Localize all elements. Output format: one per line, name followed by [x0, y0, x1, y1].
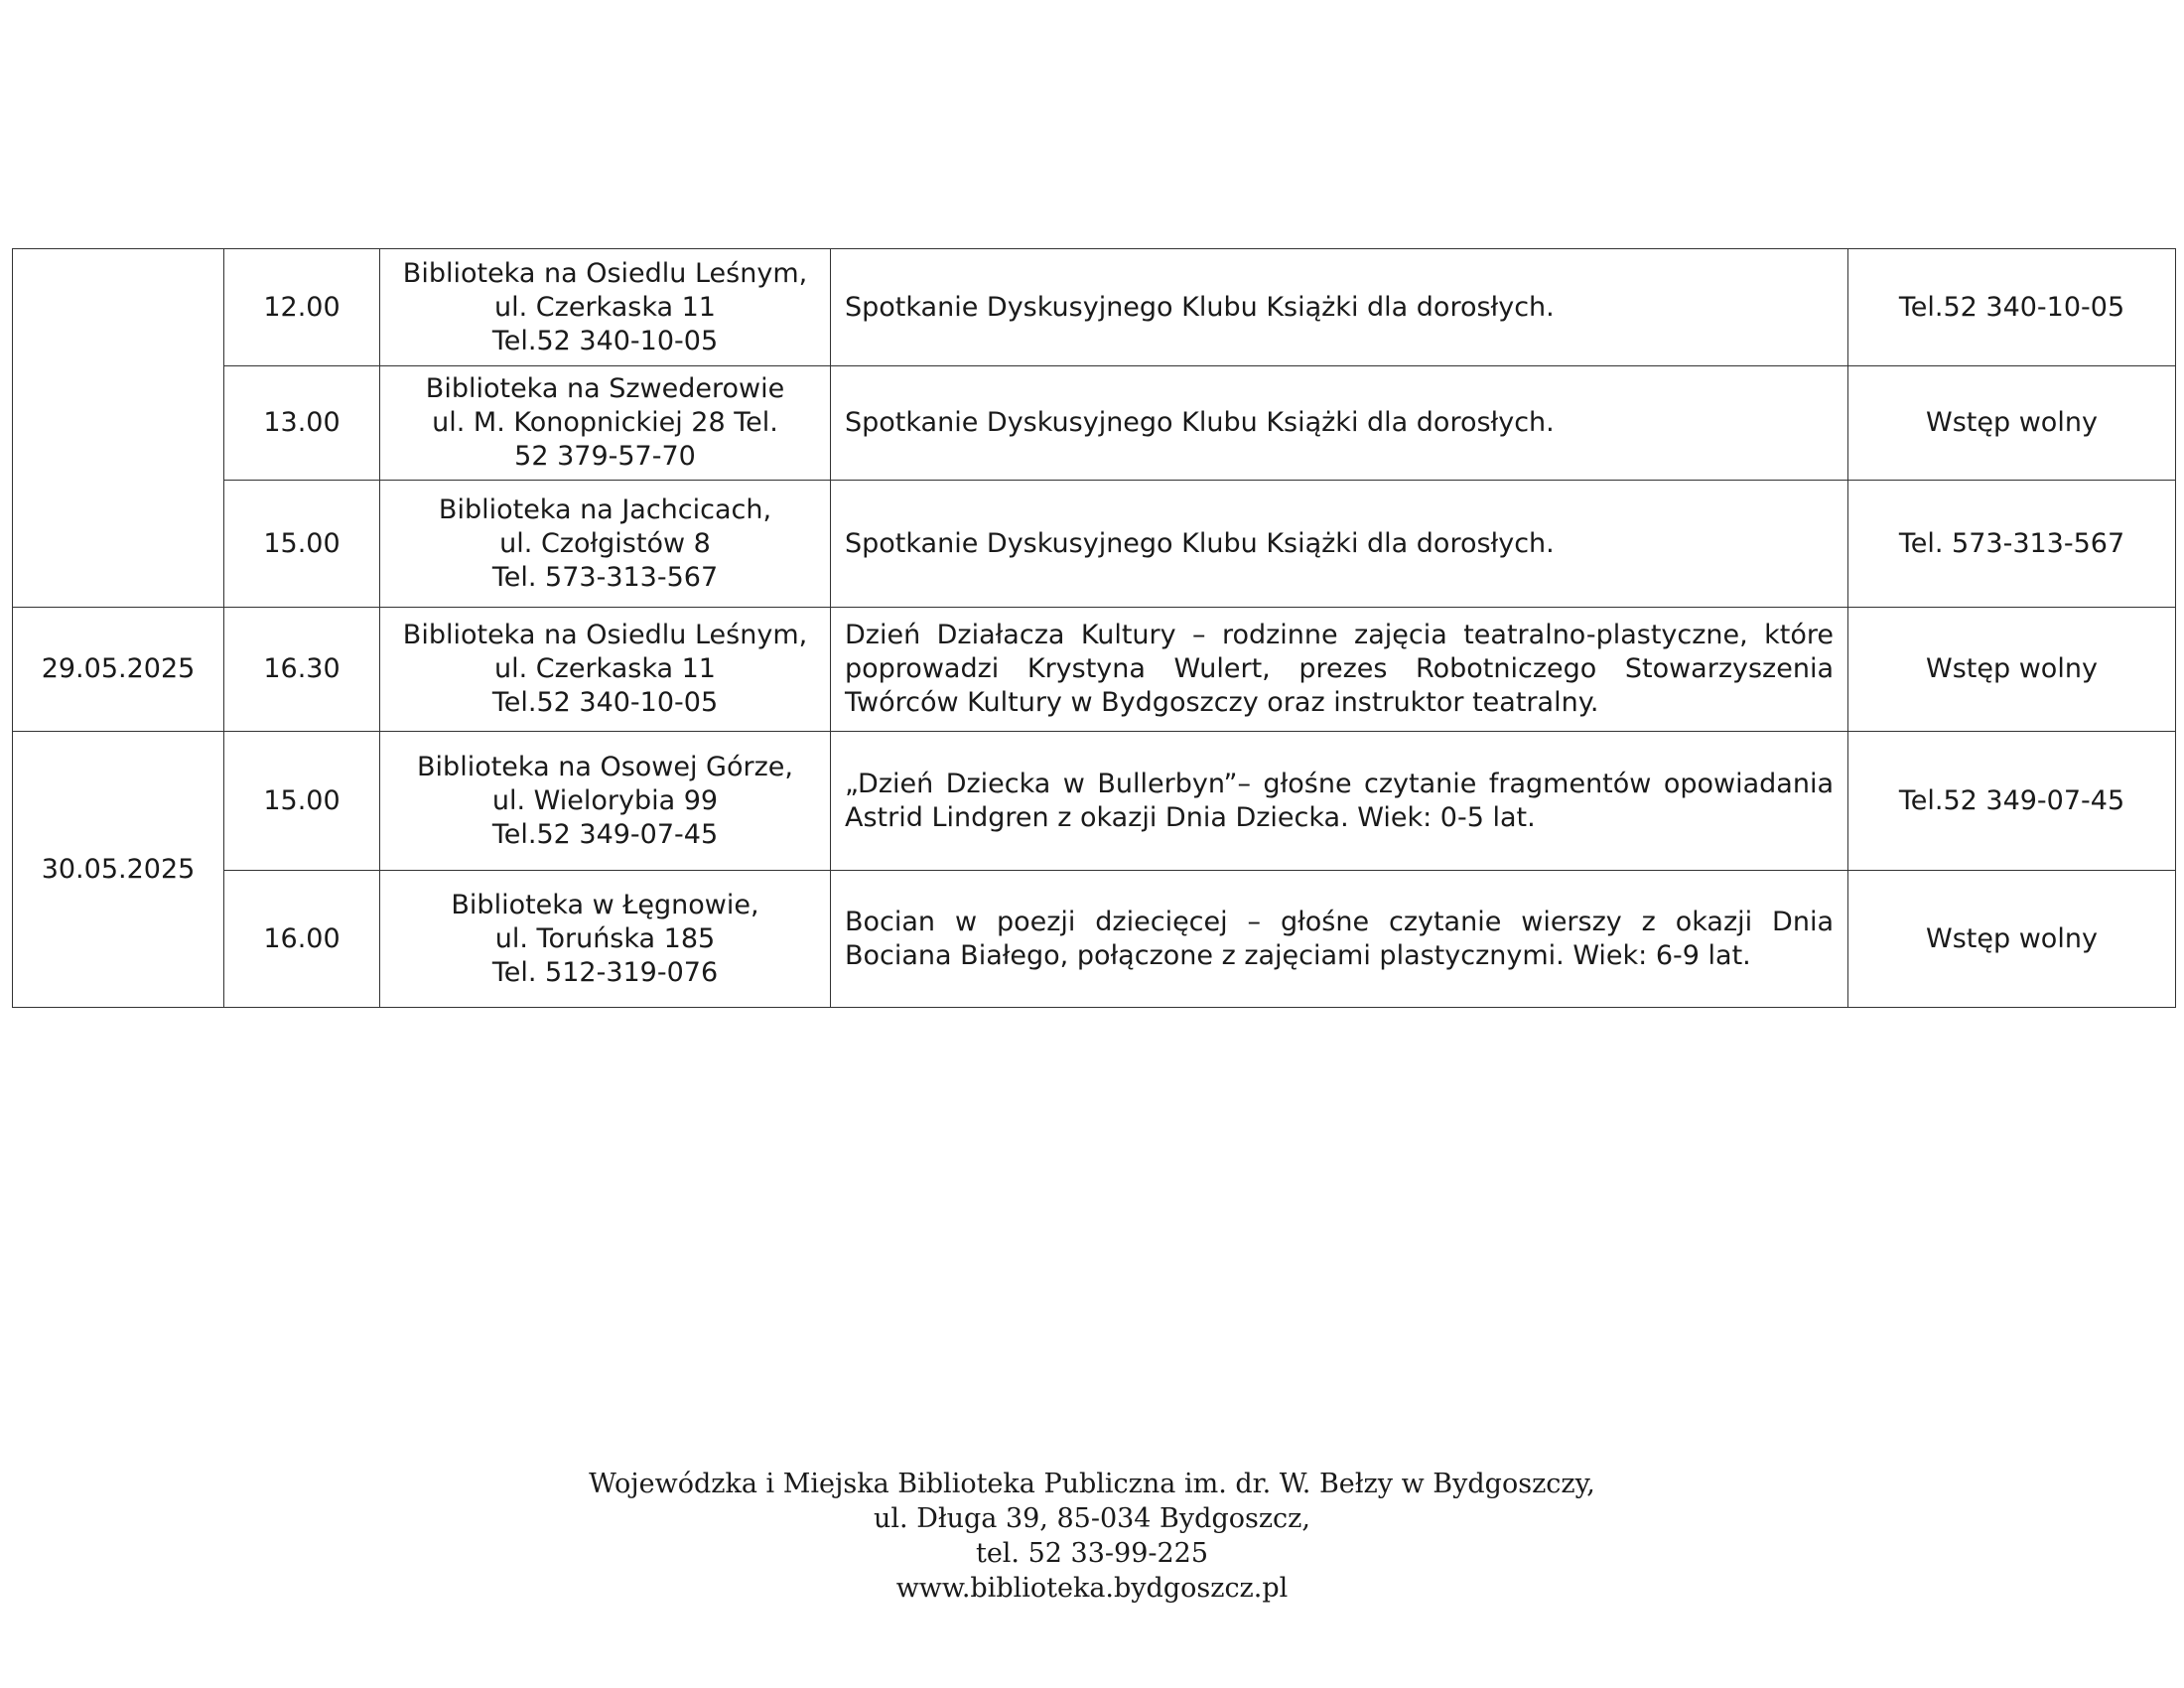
table-row	[13, 608, 2176, 732]
description-cell: Dzień Działacza Kultury – rodzinne zajęcia teatralno-plastyczne, które poprowadzi Krystyna Wulert, prezes Robotniczego Stowarzyszenia Twórców Kultury w Bydgoszczy oraz instruktor teatralny.	[831, 608, 1848, 732]
place-cell	[380, 608, 831, 732]
place-address: ul. Czerkaska 11	[494, 291, 716, 323]
footer-website: www.biblioteka.bydgoszcz.pl	[895, 1573, 1289, 1604]
time-cell: 15.00	[224, 732, 380, 871]
place-address: ul. Czerkaska 11	[494, 653, 716, 684]
events-table	[12, 248, 2176, 1008]
table-row	[13, 366, 2176, 481]
place-phone: Tel.52 340-10-05	[491, 687, 719, 718]
description-cell: Bocian w poezji dziecięcej – głośne czytanie wierszy z okazji Dnia Bociana Białego, połączone z zajęciami plastycznymi. Wiek: 6-9 lat.	[831, 871, 1848, 1008]
place-phone: Tel.52 340-10-05	[491, 325, 719, 356]
place-name: Biblioteka na Jachcicach,	[438, 493, 772, 525]
table-row	[13, 249, 2176, 366]
footer-library-name: Wojewódzka i Miejska Biblioteka Publiczna im. dr. W. Bełzy w Bydgoszczy,	[589, 1469, 1595, 1499]
table-row	[13, 871, 2176, 1008]
description-cell: Spotkanie Dyskusyjnego Klubu Książki dla dorosłych.	[831, 366, 1848, 481]
place-cell	[380, 871, 831, 1008]
place-phone: Tel.52 349-07-45	[491, 818, 719, 850]
time-cell: 16.30	[224, 608, 380, 732]
date-cell: 30.05.2025	[13, 732, 224, 1008]
description-cell: Spotkanie Dyskusyjnego Klubu Książki dla dorosłych.	[831, 249, 1848, 366]
footer-address: ul. Długa 39, 85-034 Bydgoszcz,	[874, 1503, 1310, 1534]
place-cell	[380, 732, 831, 871]
time-cell: 12.00	[224, 249, 380, 366]
place-phone: 52 379-57-70	[514, 441, 696, 472]
table-row	[13, 732, 2176, 871]
date-cell: 29.05.2025	[13, 608, 224, 732]
description-cell: „Dzień Dziecka w Bullerbyn”– głośne czytanie fragmentów opowiadania Astrid Lindgren z okazji Dnia Dziecka. Wiek: 0-5 lat.	[831, 732, 1848, 871]
place-cell	[380, 481, 831, 608]
place-name: Biblioteka na Osiedlu Leśnym,	[402, 257, 808, 289]
info-cell: Wstęp wolny	[1848, 871, 2176, 1008]
place-address: ul. Czołgistów 8	[499, 527, 711, 559]
place-address: ul. Wielorybia 99	[491, 784, 719, 816]
library-footer	[0, 1467, 2184, 1606]
place-phone: Tel. 512-319-076	[491, 956, 719, 988]
info-cell: Tel.52 349-07-45	[1848, 732, 2176, 871]
place-name: Biblioteka na Szwederowie	[425, 373, 785, 404]
place-phone: Tel. 573-313-567	[491, 561, 719, 593]
info-cell: Tel.52 340-10-05	[1848, 249, 2176, 366]
table-row	[13, 481, 2176, 608]
info-cell: Wstęp wolny	[1848, 366, 2176, 481]
time-cell: 16.00	[224, 871, 380, 1008]
place-name: Biblioteka na Osiedlu Leśnym,	[402, 620, 808, 650]
date-cell	[13, 249, 224, 608]
time-cell: 13.00	[224, 366, 380, 481]
place-address: ul. M. Konopnickiej 28 Tel.	[432, 407, 778, 438]
place-address: ul. Toruńska 185	[494, 922, 716, 954]
place-name: Biblioteka w Łęgnowie,	[451, 889, 759, 920]
place-name: Biblioteka na Osowej Górze,	[417, 751, 793, 782]
description-cell: Spotkanie Dyskusyjnego Klubu Książki dla dorosłych.	[831, 481, 1848, 608]
place-cell	[380, 249, 831, 366]
info-cell: Tel. 573-313-567	[1848, 481, 2176, 608]
info-cell: Wstęp wolny	[1848, 608, 2176, 732]
footer-phone: tel. 52 33-99-225	[975, 1538, 1209, 1569]
time-cell: 15.00	[224, 481, 380, 608]
place-cell	[380, 366, 831, 481]
